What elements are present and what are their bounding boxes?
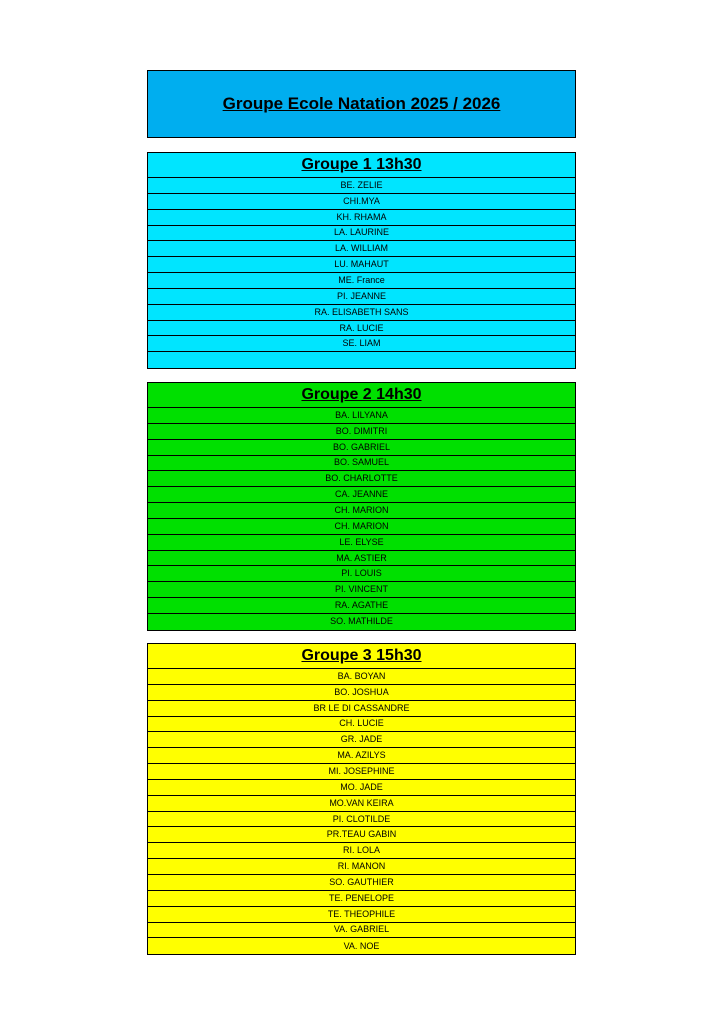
member-row: BO. GABRIEL	[148, 440, 575, 456]
member-row: BA. LILYANA	[148, 408, 575, 424]
member-row: MI. JOSEPHINE	[148, 764, 575, 780]
page-title: Groupe Ecole Natation 2025 / 2026	[222, 94, 501, 113]
member-row: SO. GAUTHIER	[148, 875, 575, 891]
member-row: LU. MAHAUT	[148, 257, 575, 273]
member-row: CHI.MYA	[148, 194, 575, 210]
member-row: BA. BOYAN	[148, 669, 575, 685]
member-row	[148, 352, 575, 368]
member-row: PI. CLOTILDE	[148, 812, 575, 828]
member-row: RI. LOLA	[148, 843, 575, 859]
member-row: LE. ELYSE	[148, 535, 575, 551]
member-row: LA. WILLIAM	[148, 241, 575, 257]
member-row: BO. DIMITRI	[148, 424, 575, 440]
member-row: MO. JADE	[148, 780, 575, 796]
member-row: LA. LAURINE	[148, 226, 575, 242]
member-row: MA. ASTIER	[148, 551, 575, 567]
member-row: SE. LIAM	[148, 336, 575, 352]
member-row: TE. PENELOPE	[148, 891, 575, 907]
member-row: PI. LOUIS	[148, 566, 575, 582]
group-1-table	[147, 152, 576, 369]
member-row: MA. AZILYS	[148, 748, 575, 764]
member-row: RI. MANON	[148, 859, 575, 875]
member-row: RA. ELISABETH SANS	[148, 305, 575, 321]
group-2-title: Groupe 2 14h30	[148, 383, 575, 408]
group-2-table	[147, 382, 576, 631]
member-row: GR. JADE	[148, 732, 575, 748]
member-row: CH. MARION	[148, 519, 575, 535]
member-row: BO. JOSHUA	[148, 685, 575, 701]
member-row: SO. MATHILDE	[330, 616, 393, 627]
group-3-title: Groupe 3 15h30	[148, 644, 575, 669]
member-row: ME. France	[148, 273, 575, 289]
member-row: CA. JEANNE	[148, 487, 575, 503]
member-row: VA. GABRIEL	[148, 923, 575, 939]
page-title-box	[147, 70, 576, 138]
member-row: RA. LUCIE	[148, 321, 575, 337]
member-row: BE. ZELIE	[148, 178, 575, 194]
member-row: VA. NOE	[343, 940, 380, 951]
group-1-title: Groupe 1 13h30	[148, 153, 575, 178]
member-row: PR.TEAU GABIN	[148, 827, 575, 843]
member-row: KH. RHAMA	[148, 210, 575, 226]
member-row: TE. THEOPHILE	[148, 907, 575, 923]
member-row: BO. CHARLOTTE	[148, 471, 575, 487]
member-row: CH. MARION	[148, 503, 575, 519]
member-row: BR LE DI CASSANDRE	[148, 701, 575, 717]
member-row: BO. SAMUEL	[148, 456, 575, 472]
member-row: PI. JEANNE	[148, 289, 575, 305]
member-row: PI. VINCENT	[148, 582, 575, 598]
group-3-table	[147, 643, 576, 955]
member-row: RA. AGATHE	[148, 598, 575, 614]
member-row: CH. LUCIE	[148, 717, 575, 733]
member-row: MO.VAN KEIRA	[148, 796, 575, 812]
